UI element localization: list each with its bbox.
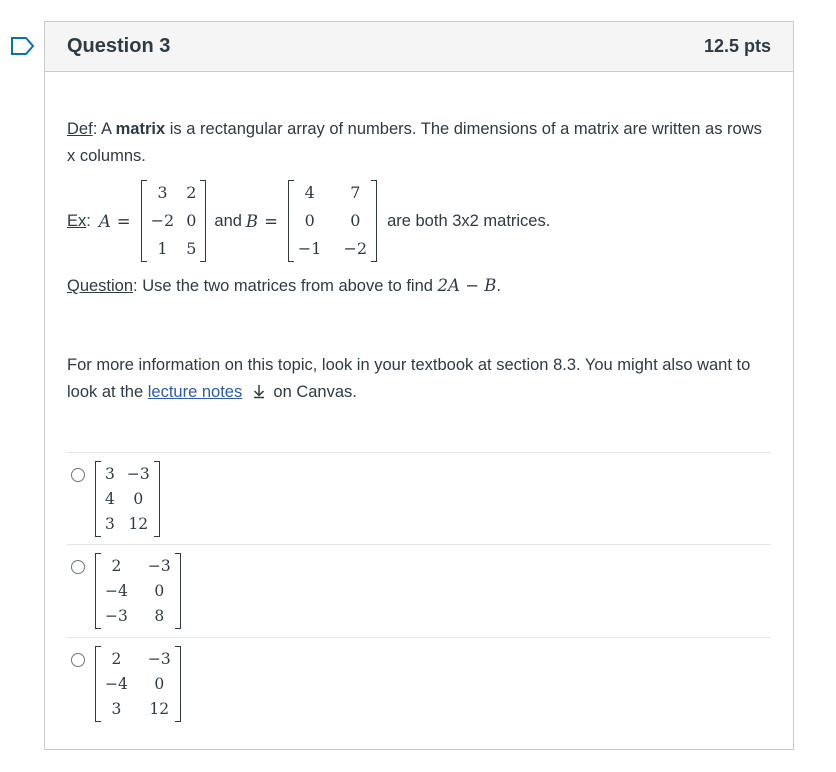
answer-matrix — [95, 646, 181, 722]
matrix-cell: 4 — [304, 183, 315, 202]
matrix-cell: 7 — [350, 183, 361, 202]
matrix-a — [141, 180, 207, 262]
info-text: For more information on this topic, look in your textbook at section 8.3. You might also want to look at the — [67, 356, 751, 401]
matrix-cell: 12 — [149, 700, 170, 718]
answer-matrix-grid — [101, 646, 175, 722]
matrix-cell: 3 — [105, 515, 115, 533]
matrix-cell: 2 — [111, 557, 122, 575]
matrix-cell: 3 — [111, 700, 122, 718]
info-paragraph — [67, 352, 771, 406]
def-pre: A — [97, 120, 116, 138]
question-period: . — [496, 277, 501, 295]
matrix-cell: 3 — [105, 465, 115, 483]
matrix-cell: 0 — [154, 582, 165, 600]
matrix-b-grid — [294, 180, 371, 262]
matrix-b — [288, 180, 377, 262]
matrix-cell: 5 — [186, 239, 197, 258]
equals-sign-b: = — [264, 211, 278, 231]
matrix-cell: −2 — [343, 239, 368, 258]
matrix-cell: 1 — [157, 239, 168, 258]
lecture-notes-link[interactable]: lecture notes — [147, 383, 243, 401]
matrix-cell: −4 — [105, 582, 128, 600]
def-text: is a rectangular array of numbers. The dimensions of a matrix are written as rows x columns. — [67, 120, 762, 165]
matrix-cell: 12 — [128, 515, 149, 533]
answer-matrix-grid — [101, 553, 175, 629]
matrix-cell: 4 — [105, 490, 115, 508]
matrix-cell: 2 — [186, 183, 197, 202]
answer-list — [67, 452, 771, 729]
question-colon: : — [133, 277, 138, 295]
matrix-cell: 0 — [350, 211, 361, 230]
matrix-cell: −4 — [105, 675, 128, 693]
question-header — [45, 22, 793, 72]
matrix-cell: −3 — [147, 650, 171, 668]
def-label: Def — [67, 120, 93, 138]
question-card — [44, 21, 794, 750]
question-expr: 2A − B — [437, 276, 497, 295]
question-paragraph — [67, 272, 771, 300]
answer-matrix — [95, 553, 181, 629]
radio-icon[interactable] — [71, 560, 85, 574]
radio-icon[interactable] — [71, 653, 85, 667]
matrix-cell: 0 — [186, 211, 197, 230]
question-text: Use the two matrices from above to find — [137, 277, 438, 295]
example-tail: are both 3x2 matrices. — [387, 211, 551, 230]
question-points: 12.5 pts — [703, 36, 771, 56]
matrix-cell: 0 — [304, 211, 315, 230]
answer-option[interactable] — [67, 544, 771, 637]
matrix-cell: 3 — [157, 183, 168, 202]
matrix-cell: 0 — [154, 675, 165, 693]
def-bold: matrix — [115, 120, 166, 138]
download-icon[interactable] — [251, 383, 267, 399]
matrix-b-name: B — [245, 211, 259, 231]
and-text: and — [214, 211, 242, 230]
answer-matrix-grid — [101, 461, 154, 537]
question-body — [67, 72, 771, 406]
matrix-a-grid — [147, 180, 201, 262]
matrix-cell: −3 — [105, 607, 128, 625]
matrix-cell: 2 — [111, 650, 122, 668]
answer-matrix — [95, 461, 160, 537]
matrix-cell: −1 — [297, 239, 322, 258]
radio-icon[interactable] — [71, 468, 85, 482]
bookmark-icon[interactable] — [10, 36, 36, 56]
ex-label: Ex — [67, 211, 87, 230]
matrix-cell: −2 — [150, 211, 175, 230]
ex-colon: : — [86, 211, 91, 230]
definition-paragraph — [67, 116, 771, 170]
example-line — [67, 180, 771, 262]
info-post: on Canvas. — [268, 383, 357, 401]
question-label: Question — [67, 277, 134, 295]
equals-sign: = — [116, 211, 131, 231]
matrix-cell: 8 — [154, 607, 165, 625]
matrix-a-name: A — [98, 211, 111, 231]
matrix-cell: −3 — [126, 465, 150, 483]
question-title: Question 3 — [67, 35, 171, 57]
answer-option[interactable] — [67, 637, 771, 729]
answer-option[interactable] — [67, 452, 771, 544]
matrix-cell: −3 — [147, 557, 171, 575]
matrix-cell: 0 — [133, 490, 144, 508]
def-colon: : — [92, 120, 98, 138]
